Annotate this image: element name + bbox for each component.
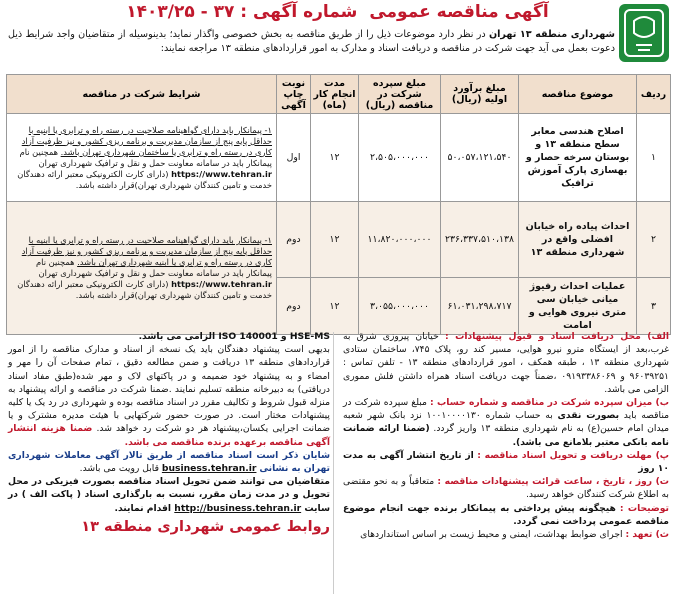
row-round: دوم [277,278,311,335]
paragraph-3 [8,475,330,515]
table-row [7,202,671,278]
condition-url[interactable]: https://www.tehran.ir [171,168,272,179]
row-deposit: ۲،۵۰۵،۰۰۰،۰۰۰ [359,114,441,202]
col-estimate: مبلغ برآورد اولیه (ریال) [441,75,519,114]
row-deposit: ۱۱،۸۲۰،۰۰۰،۰۰۰ [359,202,441,278]
section-d-text: متعاقباً و به نحو مقتضی به اطلاع شرکت کنندگان خواهد رسید. [343,476,669,501]
section-b [343,396,669,449]
section-c-label: پ) مهلت دریافت و تحویل اسناد مناقصه : [477,449,670,461]
section-b-text1: مبلغ سپرده شرکت در مناقصه باید [343,397,670,422]
section-d [343,475,669,501]
title-main: آگهی مناقصه عمومی [369,2,549,22]
col-round: نوبت چاپ آگهی [277,75,311,114]
table-header-row [7,75,671,114]
row-estimate: ۲۳۶،۳۳۷،۵۱۰،۱۳۸ [441,202,519,278]
row-duration: ۱۲ [311,202,359,278]
col-duration: مدت انجام کار (ماه) [311,75,359,114]
tender-table [6,74,671,335]
right-column [343,330,669,541]
section-e-label: توضیحات : [619,502,670,514]
row-round: اول [277,114,311,202]
col-deposit: مبلغ سپرده شرکت در مناقصه (ریال) [359,75,441,114]
row-conditions [7,114,277,202]
notice-intro [8,28,615,55]
row-subject: احداث پیاده راه خیابان افضلی واقع در شهرداری منطقه ۱۳ [519,202,637,278]
row-subject: عملیات احداث رفیوژ میانی خیابان سی متری نیروی هوایی و امامت [519,278,637,335]
condition-url[interactable]: https://www.tehran.ir [171,279,272,289]
header [0,0,675,72]
notice-number: شماره آگهی : ۳۷ - ۱۴۰۳/۲۵ [126,2,358,22]
condition-a: ۱- پیمانکار باید دارای گواهینامه صلاحیت در رسته راه و ترابری یا ابنیه با حداقل پایه پنج از سازمان مدیریت و برنامه ریزی کشور و نیز ظرفیت آزاد کاری در رسته راه و ترابری یا ابنیه شهرداری تهران باشد. [21,235,272,267]
paragraph-2-text: قابل رویت می باشد. [79,463,159,475]
row-number: ۳ [637,278,671,335]
business-link[interactable]: business.tehran.ir [161,463,257,475]
col-conditions: شرایط شرکت در مناقصه [7,75,277,114]
left-column [8,330,330,534]
condition-c: (دارای کارت الکترونیکی معتبر ارائه دهندگان خدمت و تامین کنندگان شهرداری تهران)قرار داشته باشد. [17,279,272,300]
col-subject: موضوع مناقصه [519,75,637,114]
paragraph-1-text: بدیهی است پیشنهاد دهندگان باید یک نسخه از اسناد و مدارک مناقصه را از امور قراردادهای منطقه ۱۳ دریافت و ضمن مطالعه دقیق ، تمام صفحات آن را مهر و امضاء و به پیشنهاد خود ضمیمه و در پاکتهای لاک و مهر شده(طبق مفاد اسناد دریافتی) به دبیرخانه منطقه تسلیم نمایند .ضمنا شرکت در مناقصه و ارائه پیشنهاد به منزله قبول شروط و تکالیف مقرر در اسناد مناقصه بوده و شهرداری در رد یک یا کلیه پیشنهادات مختار است. در صورت حضور شرکتهایی با هیئت مدیره مشترک و یا ضمانت اجرایی یکسان،پیشنهاد هر دو شرکت رد خواهد شد. [8,344,330,435]
section-a [343,330,669,396]
row-estimate: ۶۱،۰۳۱،۲۹۸،۷۱۷ [441,278,519,335]
public-relations-signature: روابط عمومی شهرداری منطقه ۱۳ [81,518,330,535]
row-subject: اصلاح هندسی معابر سطح منطقه ۱۳ و بوستان سرخه حصار و بهسازی پارک آموزش ترافیک [519,114,637,202]
row-number: ۱ [637,114,671,202]
section-b-label: ب) میزان سپرده شرکت در مناقصه و شماره حساب : [430,397,669,409]
row-estimate: ۵۰،۰۵۷،۱۲۱،۵۴۰ [441,114,519,202]
col-row: ردیف [637,75,671,114]
business-url-link[interactable]: http://business.tehran.ir [174,502,302,514]
row-round: دوم [277,202,311,278]
condition-c: (دارای کارت الکترونیکی معتبر ارائه دهندگان خدمت و تامین کنندگان شهرداری تهران)قرار داشته باشد. [17,168,272,190]
paragraph-2-bold: شایان ذکر است اسناد مناقصه از طریق تالار آگهی معاملات شهرداری تهران به نشانی [8,449,330,475]
section-b-text2: به حساب شماره ۱۰۰۱۰۰۰۰۱۳۰ نزد بانک شهر شعبه میدان امام حسین(ع) به نام شهرداری منطقه ۱۳ واریز گردد. [343,410,669,435]
paragraph-3-text: متقاضیان می توانند ضمن تحویل اسناد مناقصه بصورت فیزیکی در محل تحویل و در مدت زمان مقرر، نسبت به بارگذاری اسناد ( پاکت الف ) در سایت [8,476,330,514]
section-a-label: الف) محل دریافت اسناد و قبول پیشنهادات : [444,331,669,342]
table-row [7,114,671,202]
section-f [343,528,669,541]
standards-line: HSE-MS و ISO 140001 الزامی می باشد. [138,331,330,342]
section-c-text: از تاریخ انتشار آگهی به مدت ۱۰ روز [343,449,669,475]
condition-b: همچنین نام پیمانکار باید در سامانه معاونت حمل و نقل و ترافیک شهرداری تهران [36,257,272,278]
condition-a: ۱- پیمانکار باید دارای گواهینامه صلاحیت در رسته راه و ترابری یا ابنیه با حداقل پایه پنج از سازمان مدیریت و برنامه ریزی کشور و نیز ظرفیت آزاد کاری در رسته راه و ترابری یا ساختمان شهرداری تهران باشد. [21,124,272,157]
column-divider [333,332,334,594]
section-b-bold: بصورت نقدی [557,410,620,422]
paragraph-2 [8,449,330,475]
section-f-text: اجرای ضوابط بهداشت، ایمنی و محیط زیست بر اساس استانداردهای [360,529,623,541]
intro-bold: شهرداری منطقه ۱۳ تهران [488,29,615,40]
paragraph-1 [8,343,330,449]
section-e-text: هیچگونه پیش پرداختی به پیمانکار برنده جهت انجام موضوع مناقصه عمومی پرداخت نمی گردد. [343,502,669,527]
section-e [343,502,669,528]
row-number: ۲ [637,202,671,278]
row-conditions [7,202,277,335]
section-c [343,449,669,475]
condition-b: همچنین نام پیمانکار باید در سامانه معاونت حمل و نقل و ترافیک شهرداری تهران [19,146,272,168]
notice-title [0,2,675,22]
section-b-bold2: (ضمنا ارائه ضمانت نامه بانکی معتبر بلامانع می باشد). [343,423,669,448]
row-duration: ۱۲ [311,278,359,335]
paragraph-1-bold: ضمنا هزینه انتشار آگهی مناقصه برعهده برنده مناقصه می باشد. [8,423,330,448]
paragraph-3-tail: اقدام نمایند. [114,502,172,514]
row-deposit: ۳،۰۵۵،۰۰۰،۰۰۰ [359,278,441,335]
row-duration: ۱۲ [311,114,359,202]
section-a-text: خیابان پیروزی شرق به غرب،بعد از ایستگاه مترو نیرو هوایی، مسیر کند رو، پلاک ۷۴۵، ساختمان ستادی شهرداری منطقه ۱۳ ، طبقه همکف ، امور قراردادهای منطقه ۱۳ - تلفن تماس : ۹۶۰۳۹۲۵۱ و ۰۹۱۹۳۳۸۶۰۶۹ ،ضمناً جهت دریافت اسناد همراه داشتن فلش مموری الزامی می باشد. [343,331,669,395]
section-d-label: ت) روز ، تاریخ ، ساعت قرائت پیشنهادات مناقصه : [437,476,670,488]
intro-text: در نظر دارد موضوعات ذیل را از طریق مناقصه به بخش خصوصی واگذار نماید؛ بدینوسیله از متقاضیان واجد شرایط ذیل دعوت بعمل می آید جهت شرکت در مناقصه و دریافت اسناد و مدارک به امور قراردادهای منطقه ۱۳ مراجعه نمایند: [8,29,615,54]
section-f-label: ث) تعهد : [625,529,669,541]
